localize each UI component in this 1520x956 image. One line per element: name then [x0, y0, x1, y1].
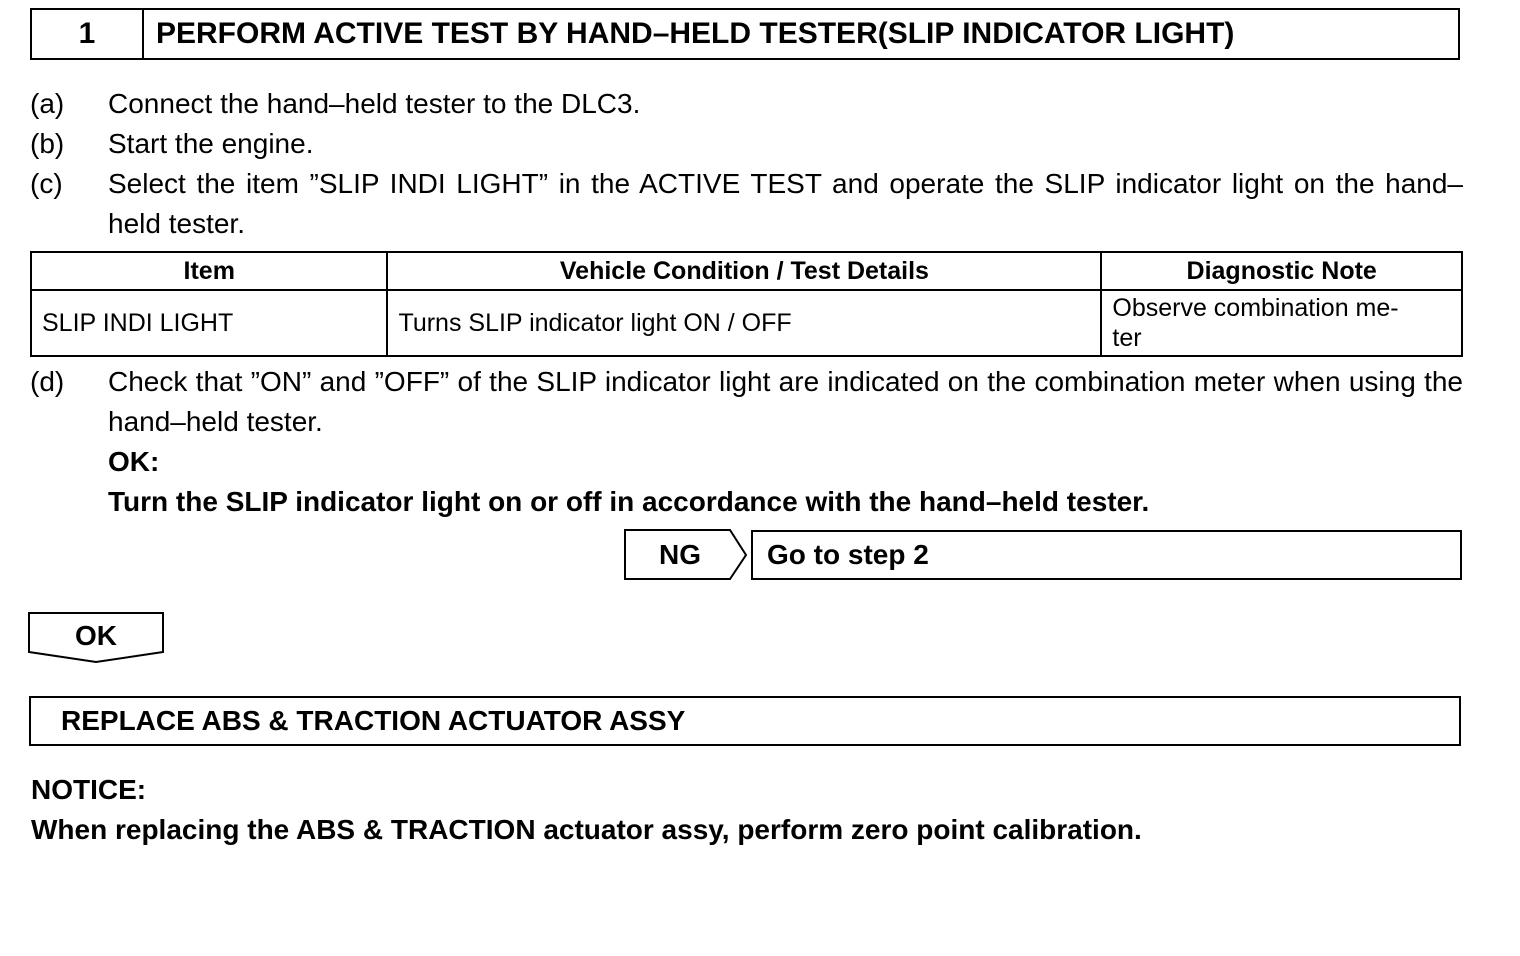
notice-text: When replacing the ABS & TRACTION actuator assy, perform zero point calibration.	[31, 814, 1142, 845]
instruction-label: (d)	[30, 366, 65, 397]
instruction-text: Connect the hand–held tester to the DLC3.	[108, 88, 641, 119]
ok-branch-arrow	[28, 612, 166, 666]
instruction-c	[30, 164, 1463, 244]
ok-label: OK	[75, 620, 117, 651]
active-test-table	[30, 251, 1463, 357]
instruction-b	[30, 124, 1470, 164]
replace-step-box: REPLACE ABS & TRACTION ACTUATOR ASSY	[29, 696, 1461, 746]
notice	[31, 770, 1142, 850]
step-title: PERFORM ACTIVE TEST BY HAND–HELD TESTER(SLIP INDICATOR LIGHT)	[156, 17, 1235, 50]
cell-note: Observe combination me- ter	[1101, 290, 1462, 356]
goto-step-link[interactable]: Go to step 2	[751, 530, 1462, 580]
instruction-label: (b)	[30, 128, 65, 159]
instruction-text: Select the item ”SLIP INDI LIGHT” in the ACTIVE TEST and operate the SLIP indicator light on the hand–held tester.	[108, 168, 1463, 239]
column-header-item: Item	[31, 252, 387, 290]
instruction-label: (c)	[30, 168, 63, 199]
instruction-a	[30, 84, 1470, 124]
ok-result-text: Turn the SLIP indicator light on or off in accordance with the hand–held tester.	[108, 486, 1150, 517]
step-number: 1	[32, 10, 144, 58]
instruction-label: (a)	[30, 88, 65, 119]
ng-label: NG	[659, 539, 701, 570]
ok-result	[108, 442, 1149, 522]
ng-branch-arrow	[624, 529, 752, 581]
table-row	[31, 290, 1462, 356]
instruction-d	[30, 362, 1463, 442]
cell-condition: Turns SLIP indicator light ON / OFF	[387, 290, 1101, 356]
instruction-text: Check that ”ON” and ”OFF” of the SLIP indicator light are indicated on the combination meter when using the hand–held tester.	[108, 366, 1463, 437]
step-header	[30, 8, 1460, 60]
notice-heading: NOTICE:	[31, 774, 147, 805]
column-header-condition: Vehicle Condition / Test Details	[387, 252, 1101, 290]
column-header-note: Diagnostic Note	[1101, 252, 1462, 290]
instruction-text: Start the engine.	[108, 128, 314, 159]
table-header-row	[31, 252, 1462, 290]
cell-item: SLIP INDI LIGHT	[31, 290, 387, 356]
ok-result-label: OK:	[108, 446, 160, 477]
